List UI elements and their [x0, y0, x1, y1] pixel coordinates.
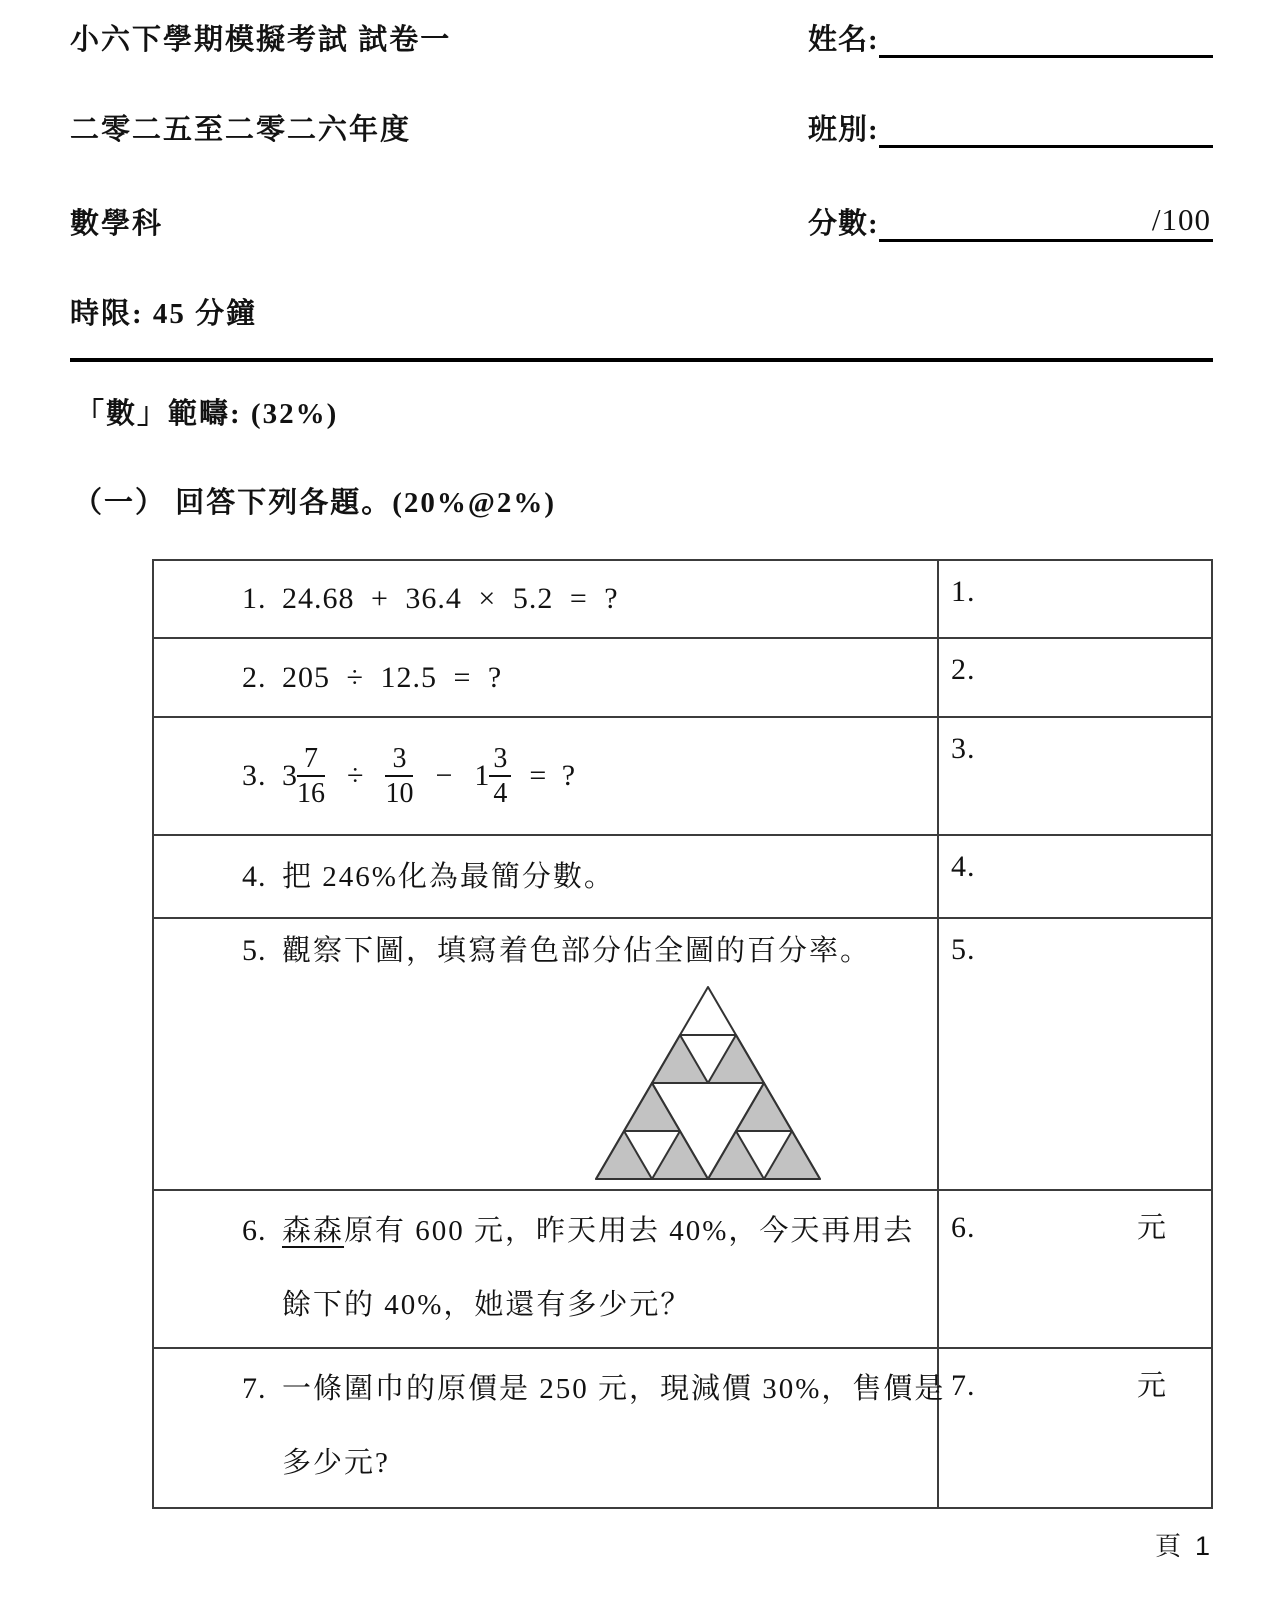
question-text-line2: 餘下的 40%，她還有多少元？: [282, 1289, 692, 1321]
shaded-triangle-figure: [588, 983, 828, 1183]
fraction: [297, 743, 325, 810]
answer-number: 7.: [951, 1369, 976, 1402]
score-blank-field[interactable]: [879, 202, 1213, 242]
answer-cell-7[interactable]: [938, 1348, 1212, 1508]
question-text: 觀察下圖，填寫着色部分佔全圖的百分率。: [282, 935, 872, 967]
answer-cell-3[interactable]: [938, 717, 1212, 835]
question-text: 把 246%化為最簡分數。: [282, 860, 615, 893]
answer-number: 2.: [951, 653, 976, 686]
operator-minus: −: [435, 759, 453, 792]
table-row: [153, 1348, 1212, 1508]
answer-cell-5[interactable]: [938, 918, 1212, 1190]
mixed-number: [474, 743, 511, 810]
question-1: [153, 560, 938, 638]
part-heading: （一） 回答下列各題。(20%@2%): [73, 487, 557, 519]
question-6: [153, 1190, 938, 1348]
answer-cell-4[interactable]: [938, 835, 1212, 918]
question-4: [153, 835, 938, 918]
answer-unit-dollar: 元: [1136, 1370, 1167, 1402]
question-number: 5.: [242, 934, 267, 967]
question-number: 3.: [242, 759, 267, 792]
question-text: 原有 600 元，昨天用去 40%，今天再用去: [344, 1215, 915, 1247]
question-number: 4.: [242, 859, 267, 893]
question-number: 7.: [242, 1372, 267, 1405]
denominator: 16: [297, 778, 325, 809]
table-row: [153, 638, 1212, 717]
answer-number: 4.: [951, 850, 976, 883]
answer-number: 1.: [951, 575, 976, 608]
exam-header: [70, 22, 1213, 332]
time-limit: 時限: 45 分鐘: [70, 298, 258, 330]
exam-title: 小六下學期模擬考試 試卷一: [70, 24, 452, 56]
answer-number: 6.: [951, 1211, 976, 1244]
question-text-line1: 一條圍巾的原價是 250 元，現減價 30%，售價是: [282, 1373, 946, 1405]
question-5: [153, 918, 938, 1190]
answer-cell-1[interactable]: [938, 560, 1212, 638]
table-row: [153, 717, 1212, 835]
numerator: 3: [489, 743, 511, 777]
name-label: 姓名:: [808, 24, 879, 56]
page-label: 頁: [1154, 1532, 1181, 1561]
name-blank-field[interactable]: [879, 24, 1213, 58]
questions-table: [152, 559, 1213, 1509]
denominator: 10: [385, 778, 414, 809]
student-name-underlined: 森森: [282, 1215, 345, 1247]
class-blank-field[interactable]: [879, 114, 1213, 148]
subject: 數學科: [70, 208, 164, 240]
question-text-line2: 多少元?: [282, 1447, 390, 1479]
question-3: [153, 717, 938, 835]
question-text: 205 ÷ 12.5 = ?: [282, 660, 503, 694]
fraction: [489, 743, 511, 810]
question-2: [153, 638, 938, 717]
table-row: [153, 1190, 1212, 1348]
numerator: 7: [297, 743, 325, 777]
domain-heading: 「數」範疇: (32%): [75, 398, 339, 430]
fraction: [385, 743, 413, 810]
question-text-line1: [282, 1213, 914, 1249]
answer-number: 3.: [951, 732, 976, 765]
operator-divide: ÷: [347, 759, 364, 792]
whole-number: 1: [474, 759, 490, 792]
class-label: 班別:: [808, 114, 879, 146]
answer-cell-2[interactable]: [938, 638, 1212, 717]
school-year: 二零二五至二零二六年度: [70, 114, 412, 146]
question-number: 2.: [242, 660, 267, 694]
header-divider: [70, 358, 1213, 362]
answer-cell-6[interactable]: [938, 1190, 1212, 1348]
score-total: /100: [1151, 202, 1211, 237]
equals-question: = ?: [529, 759, 576, 792]
mixed-number: [282, 743, 325, 810]
answer-unit-dollar: 元: [1136, 1212, 1167, 1244]
whole-number: 3: [282, 759, 297, 792]
page-number: 1: [1194, 1531, 1210, 1561]
table-row: [153, 918, 1212, 1190]
score-label: 分數:: [808, 208, 879, 240]
page-footer: [1155, 1526, 1210, 1563]
question-number: 1.: [242, 582, 267, 615]
answer-number: 5.: [951, 933, 976, 966]
table-row: [153, 560, 1212, 638]
denominator: 4: [493, 778, 508, 809]
question-number: 6.: [242, 1214, 267, 1247]
numerator: 3: [385, 743, 413, 777]
question-7: [153, 1348, 946, 1508]
table-row: [153, 835, 1212, 918]
question-text: 24.68 + 36.4 × 5.2 = ?: [282, 582, 619, 615]
